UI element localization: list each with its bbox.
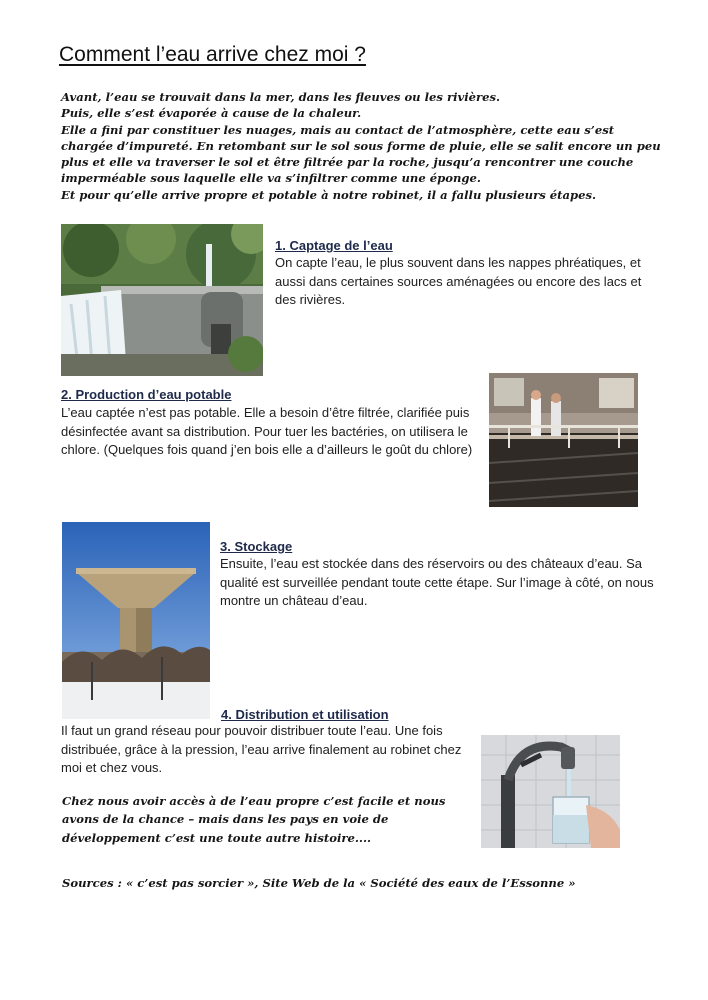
intro-text [61, 89, 661, 203]
section-body-production: L’eau captée n’est pas potable. Elle a besoin d’être filtrée, clarifiée puis désinfectée avant sa distribution. Pour tuer les bactéries, on utilisera le chlore. (Quelques fois quand j’en bois elle a d’ailleurs le goût du chlore) [61, 405, 473, 457]
section-title-production: 2. Production d’eau potable [61, 387, 232, 402]
section-body-distribution: Il faut un grand réseau pour pouvoir distribuer toute l’eau. Une fois distribuée, grâce à la pression, l’eau arrive finalement au robinet chez moi et chez vous. [61, 723, 462, 775]
section-title-captage: 1. Captage de l’eau [275, 238, 393, 253]
intro-line: Et pour qu’elle arrive propre et potable à notre robinet, il a fallu plusieurs étapes. [61, 187, 597, 202]
closing-statement: Chez nous avoir accès à de l’eau propre c’est facile et nous avons de la chance – mais dans les pays en voie de développement c’est une toute autre histoire.... [62, 794, 446, 845]
faucet-glass-photo [481, 735, 620, 848]
intro-line: Avant, l’eau se trouvait dans la mer, dans les fleuves ou les rivières. [61, 90, 501, 104]
intro-line: Puis, elle s’est évaporée à cause de la chaleur. [61, 106, 362, 121]
section-body-captage: On capte l’eau, le plus souvent dans les nappes phréatiques, et aussi dans certaines sources aménagées ou encore des lacs et des rivières. [275, 255, 642, 307]
treatment-plant-photo [489, 373, 638, 507]
page-title: Comment l’eau arrive chez moi ? [59, 43, 366, 66]
section-body-stockage: Ensuite, l’eau est stockée dans des réservoirs ou des châteaux d’eau. Sa qualité est surveillée pendant toute cette étape. Sur l’image à côté, on nous montre un château d’eau. [220, 556, 654, 608]
sources-line: Sources : « c’est pas sorcier », Site Web de la « Société des eaux de l’Essonne » [62, 876, 576, 890]
intro-line: Elle a fini par constituer les nuages, mais au contact de l’atmosphère, cette eau s’est chargée d’impureté. En retombant sur le sol sous forme de pluie, elle se salit encore un peu plus et elle va traverser le sol et être filtrée par la roche, jusqu’a rencontrer une couche imperméable sous laquelle elle va s’infiltrer comme une éponge. [61, 122, 661, 186]
section-title-stockage: 3. Stockage [220, 539, 293, 554]
section-title-distribution: 4. Distribution et utilisation [221, 707, 389, 722]
dam-waterfall-photo [61, 224, 263, 376]
water-tower-photo [62, 522, 210, 719]
